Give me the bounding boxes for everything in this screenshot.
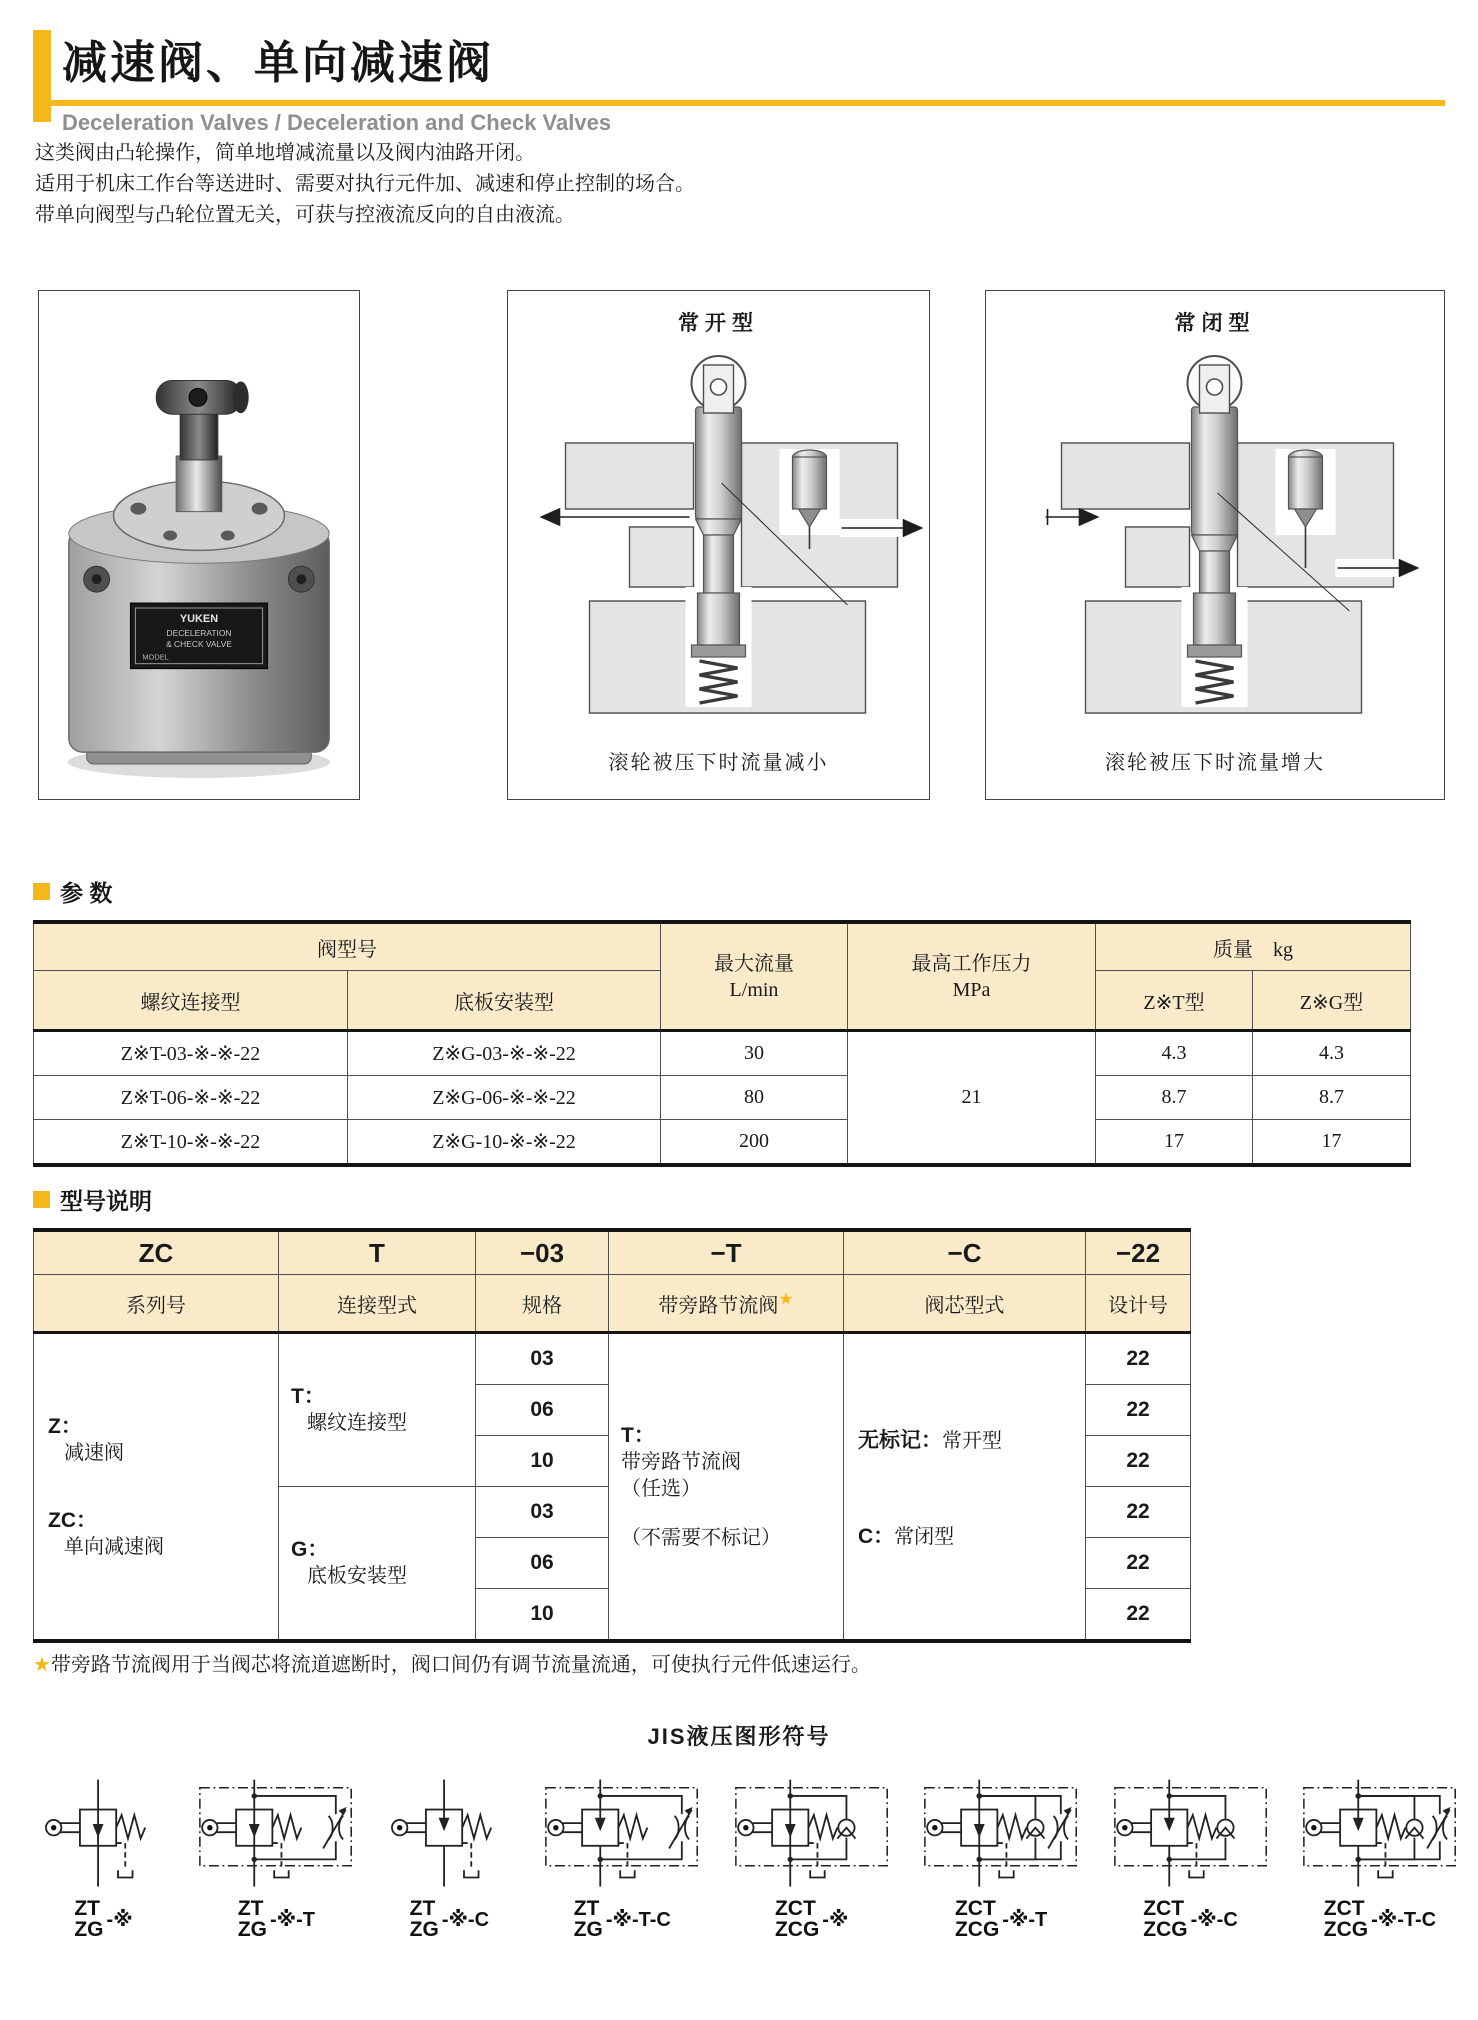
section-bullet bbox=[33, 1191, 50, 1208]
param-header-max-pressure bbox=[848, 922, 1096, 1031]
valve-symbol-drawing bbox=[386, 1776, 513, 1892]
jis-symbol-label: ZCT ZCG -※-C bbox=[1143, 1897, 1238, 1941]
jis-symbol-zct-x-t-c bbox=[1300, 1776, 1460, 1940]
param-cell-subplate: Z※G-10-※-※-22 bbox=[348, 1120, 661, 1166]
model-bypass-cell bbox=[609, 1333, 844, 1642]
section-bullet bbox=[33, 883, 50, 900]
bypass-note: （不需要不标记） bbox=[621, 1526, 781, 1549]
spool-closed-label: C： bbox=[858, 1524, 895, 1548]
param-header-subplate: 底板安装型 bbox=[348, 971, 661, 1031]
model-code-size: −03 bbox=[476, 1230, 609, 1275]
connection-g-code: G： bbox=[291, 1538, 329, 1561]
series-z-code: Z： bbox=[48, 1414, 82, 1438]
series-z bbox=[34, 1413, 278, 1467]
model-designation-table bbox=[33, 1228, 1191, 1643]
valve-symbol-drawing bbox=[40, 1776, 167, 1892]
param-cell-mass-t: 8.7 bbox=[1096, 1076, 1253, 1120]
spool-closed-value: 常闭型 bbox=[894, 1525, 955, 1548]
param-header-model-group: 阀型号 bbox=[34, 922, 661, 971]
series-z-desc: 减速阀 bbox=[64, 1441, 124, 1464]
param-cell-mass-g: 17 bbox=[1253, 1120, 1411, 1166]
param-header-max-pressure-label: 最高工作压力 bbox=[911, 952, 1032, 975]
intro-line: 适用于机床工作台等送进时、需要对执行元件加、减速和停止控制的场合。 bbox=[35, 173, 695, 195]
model-size-cell: 03 bbox=[476, 1333, 609, 1385]
model-size-cell: 10 bbox=[476, 1436, 609, 1487]
param-cell-flow: 200 bbox=[661, 1120, 848, 1166]
model-size-cell: 06 bbox=[476, 1385, 609, 1436]
model-design-cell: 22 bbox=[1086, 1385, 1191, 1436]
intro-line: 这类阀由凸轮操作，简单地增减流量以及阀内油路开闭。 bbox=[35, 142, 535, 164]
page-subtitle: Deceleration Valves / Deceleration and Check Valves bbox=[62, 110, 612, 135]
param-header-mass-group: 质量 kg bbox=[1096, 922, 1411, 971]
param-cell-mass-g: 8.7 bbox=[1253, 1076, 1411, 1120]
model-heading bbox=[33, 1183, 152, 1216]
page-title: 减速阀、单向减速阀 bbox=[62, 37, 495, 88]
param-row bbox=[34, 1031, 1411, 1076]
param-cell-subplate: Z※G-06-※-※-22 bbox=[348, 1076, 661, 1120]
jis-symbol-label: ZCT ZCG -※ bbox=[774, 1897, 849, 1941]
nameplate-line: DECELERATION bbox=[166, 627, 232, 638]
param-cell-threaded: Z※T-06-※-※-22 bbox=[34, 1076, 348, 1120]
valve-symbol-drawing bbox=[542, 1776, 702, 1892]
model-label-bypass bbox=[609, 1275, 844, 1333]
jis-symbol-zct-x-t bbox=[921, 1776, 1081, 1940]
param-header-mass-t: Z※T型 bbox=[1096, 971, 1253, 1031]
spool-closed bbox=[844, 1520, 1085, 1550]
jis-symbols-row bbox=[40, 1776, 1460, 1940]
normally-closed-diagram bbox=[1004, 343, 1427, 723]
model-design-cell: 22 bbox=[1086, 1487, 1191, 1538]
param-header-max-pressure-unit: MPa bbox=[952, 978, 991, 1001]
jis-symbol-zt-x bbox=[40, 1776, 167, 1940]
valve-symbol-drawing bbox=[1111, 1776, 1271, 1892]
model-label-size: 规格 bbox=[476, 1275, 609, 1333]
series-zc-code: ZC： bbox=[48, 1508, 97, 1532]
model-series-cell bbox=[34, 1333, 279, 1642]
star-icon: ★ bbox=[33, 1654, 51, 1676]
param-cell-flow: 30 bbox=[661, 1031, 848, 1076]
param-cell-subplate: Z※G-03-※-※-22 bbox=[348, 1031, 661, 1076]
param-cell-mass-g: 4.3 bbox=[1253, 1031, 1411, 1076]
model-size-cell: 03 bbox=[476, 1487, 609, 1538]
param-cell-pressure: 21 bbox=[848, 1031, 1096, 1166]
bypass-footnote bbox=[33, 1648, 871, 1677]
model-label-spool: 阀芯型式 bbox=[844, 1275, 1086, 1333]
title-accent-bar bbox=[33, 30, 51, 122]
model-design-cell: 22 bbox=[1086, 1436, 1191, 1487]
bypass-optional: （任选） bbox=[621, 1477, 701, 1500]
connection-g-desc: 底板安装型 bbox=[307, 1565, 407, 1587]
nameplate-line: & CHECK VALVE bbox=[166, 638, 232, 649]
normally-closed-caption: 滚轮被压下时流量增大 bbox=[1105, 752, 1325, 774]
valve-symbol-drawing bbox=[732, 1776, 892, 1892]
spool-open-label: 无标记： bbox=[858, 1428, 942, 1452]
bypass-footnote-text: 带旁路节流阀用于当阀芯将流道遮断时，阀口间仍有调节流量流通，可使执行元件低速运行。 bbox=[50, 1654, 871, 1676]
model-code-connection: T bbox=[279, 1230, 476, 1275]
model-size-cell: 10 bbox=[476, 1589, 609, 1642]
intro-line: 带单向阀型与凸轮位置无关，可获与控液流反向的自由液流。 bbox=[35, 204, 575, 226]
jis-symbol-zt-x-t bbox=[196, 1776, 356, 1940]
model-connection-t-cell bbox=[279, 1333, 476, 1487]
series-zc-desc: 单向减速阀 bbox=[64, 1535, 164, 1558]
param-header-max-flow bbox=[661, 922, 848, 1031]
parameters-table bbox=[33, 920, 1411, 1167]
connection-t-code: T： bbox=[291, 1385, 325, 1408]
valve-photo-panel bbox=[38, 290, 360, 800]
nameplate-line: MODEL bbox=[142, 652, 169, 662]
param-header-threaded: 螺纹连接型 bbox=[34, 971, 348, 1031]
normally-open-diagram bbox=[507, 343, 930, 723]
jis-symbol-label: ZT ZG -※ bbox=[74, 1897, 133, 1941]
normally-closed-panel bbox=[985, 290, 1445, 800]
parameters-heading bbox=[33, 875, 112, 908]
star-icon: ★ bbox=[778, 1288, 794, 1308]
param-row bbox=[34, 1120, 1411, 1166]
spool-open-value: 常开型 bbox=[942, 1429, 1002, 1452]
model-label-design: 设计号 bbox=[1086, 1275, 1191, 1333]
param-header-max-flow-unit: L/min bbox=[729, 978, 779, 1001]
param-cell-threaded: Z※T-03-※-※-22 bbox=[34, 1031, 348, 1076]
param-header-max-flow-label: 最大流量 bbox=[714, 952, 794, 975]
model-connection-g-cell bbox=[279, 1487, 476, 1642]
series-zc bbox=[34, 1507, 278, 1561]
model-code-spool: −C bbox=[844, 1230, 1086, 1275]
intro-paragraph bbox=[35, 138, 695, 231]
model-label-bypass-text: 带旁路节流阀 bbox=[658, 1294, 779, 1317]
model-row bbox=[34, 1333, 1191, 1385]
model-heading-label: 型号说明 bbox=[60, 1188, 152, 1214]
connection-g bbox=[279, 1536, 475, 1590]
spacer bbox=[621, 1503, 843, 1525]
jis-symbols-title: JIS液压图形符号 bbox=[647, 1724, 831, 1749]
model-size-cell: 06 bbox=[476, 1538, 609, 1589]
param-cell-mass-t: 17 bbox=[1096, 1120, 1253, 1166]
spool-open bbox=[844, 1424, 1085, 1454]
normally-open-title: 常开型 bbox=[678, 311, 759, 335]
connection-t bbox=[279, 1383, 475, 1437]
jis-symbol-label: ZT ZG -※-T-C bbox=[573, 1897, 671, 1941]
param-row bbox=[34, 1076, 1411, 1120]
bypass-desc: 带旁路节流阀 bbox=[621, 1450, 741, 1473]
model-spool-cell bbox=[844, 1333, 1086, 1642]
param-cell-mass-t: 4.3 bbox=[1096, 1031, 1253, 1076]
param-cell-flow: 80 bbox=[661, 1076, 848, 1120]
model-code-design: −22 bbox=[1086, 1230, 1191, 1275]
model-design-cell: 22 bbox=[1086, 1589, 1191, 1642]
jis-symbol-zt-x-t-c bbox=[542, 1776, 702, 1940]
bypass-code: T： bbox=[621, 1423, 655, 1447]
valve-symbol-drawing bbox=[196, 1776, 356, 1892]
jis-symbol-zt-x-c bbox=[386, 1776, 513, 1940]
valve-symbol-drawing bbox=[921, 1776, 1081, 1892]
jis-symbol-zct-x bbox=[732, 1776, 892, 1940]
param-cell-threaded: Z※T-10-※-※-22 bbox=[34, 1120, 348, 1166]
model-label-connection: 连接型式 bbox=[279, 1275, 476, 1333]
model-design-cell: 22 bbox=[1086, 1333, 1191, 1385]
valve-photo bbox=[39, 291, 359, 796]
model-design-cell: 22 bbox=[1086, 1538, 1191, 1589]
parameters-heading-label: 参 数 bbox=[60, 880, 113, 906]
nameplate-brand: YUKEN bbox=[179, 612, 219, 625]
jis-symbol-zct-x-c bbox=[1111, 1776, 1271, 1940]
normally-open-caption: 滚轮被压下时流量减小 bbox=[608, 752, 829, 774]
jis-symbol-label: ZT ZG -※-T bbox=[237, 1897, 315, 1941]
jis-symbol-label: ZT ZG -※-C bbox=[409, 1897, 490, 1941]
param-header-mass-g: Z※G型 bbox=[1253, 971, 1411, 1031]
connection-t-desc: 螺纹连接型 bbox=[307, 1412, 407, 1434]
normally-closed-title: 常闭型 bbox=[1174, 311, 1256, 335]
title-accent-rule bbox=[51, 100, 1445, 106]
valve-symbol-drawing bbox=[1300, 1776, 1460, 1892]
model-label-series: 系列号 bbox=[34, 1275, 279, 1333]
model-code-series: ZC bbox=[34, 1230, 279, 1275]
normally-open-panel bbox=[507, 290, 930, 800]
jis-symbol-label: ZCT ZCG -※-T bbox=[954, 1897, 1048, 1941]
model-code-bypass: −T bbox=[609, 1230, 844, 1275]
jis-symbol-label: ZCT ZCG -※-T-C bbox=[1323, 1897, 1437, 1941]
